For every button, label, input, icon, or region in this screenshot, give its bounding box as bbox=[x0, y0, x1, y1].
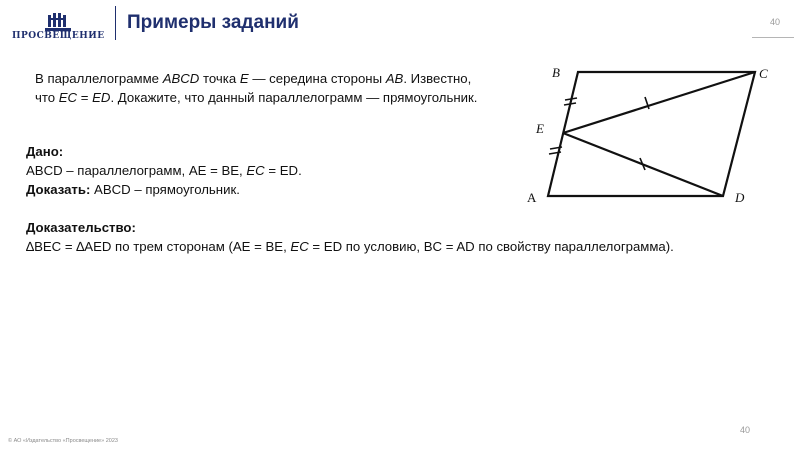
page-number-top: 40 bbox=[769, 17, 780, 27]
vertex-label-d: D bbox=[735, 190, 745, 205]
problem-ec: EC bbox=[58, 90, 78, 105]
prove-text: ABCD – прямоугольник. bbox=[90, 182, 240, 197]
problem-ab: AB bbox=[385, 71, 404, 86]
problem-text: точка bbox=[199, 71, 240, 86]
problem-text: В параллелограмме bbox=[35, 71, 163, 86]
prove-label: Доказать: bbox=[26, 182, 91, 197]
vertex-label-a: A bbox=[527, 190, 537, 205]
proof-ec: EC bbox=[290, 239, 309, 254]
problem-text: . Известно, bbox=[403, 71, 472, 86]
proof-text: = ED по условию, BC = AD по свойству параллелограмма). bbox=[308, 239, 674, 254]
parallelogram-outline bbox=[548, 72, 755, 196]
tick-be-1 bbox=[565, 98, 577, 100]
header-divider bbox=[115, 6, 116, 40]
problem-ed: ED bbox=[92, 90, 111, 105]
vertex-label-e: E bbox=[536, 121, 544, 136]
footer-copyright: © АО «Издательство «Просвещение» 2023 bbox=[8, 438, 118, 444]
given-ec: EC bbox=[246, 163, 265, 178]
segment-ec bbox=[563, 72, 755, 133]
proof-line bbox=[26, 237, 796, 256]
problem-text: что bbox=[35, 90, 59, 105]
proof-block bbox=[26, 218, 796, 256]
given-block bbox=[26, 142, 526, 199]
problem-text: . Докажите, что данный параллелограмм — прямоугольник. bbox=[110, 90, 478, 105]
problem-e: E bbox=[239, 71, 249, 86]
problem-text: — середина стороны bbox=[248, 71, 386, 86]
given-line bbox=[26, 161, 526, 180]
publisher-logo-icon bbox=[45, 12, 71, 32]
proof-heading: Доказательство: bbox=[26, 220, 136, 235]
given-heading: Дано: bbox=[26, 144, 64, 159]
given-text: ABCD – параллелограмм, AE = BE, bbox=[26, 163, 247, 178]
vertex-label-b: B bbox=[552, 65, 560, 80]
problem-abcd: ABCD bbox=[162, 71, 200, 86]
problem-statement bbox=[35, 69, 535, 107]
proof-text: ∆BEC = ∆AED по трем сторонам (AE = BE, bbox=[26, 239, 291, 254]
vertex-label-c: C bbox=[759, 66, 768, 81]
slide-title: Примеры заданий bbox=[127, 12, 299, 33]
given-text: = ED. bbox=[264, 163, 302, 178]
problem-text: = bbox=[77, 90, 93, 105]
publisher-logo-text: ПРОСВЕЩЕНИЕ bbox=[12, 31, 105, 41]
parallelogram-figure bbox=[515, 60, 785, 210]
header-rule bbox=[752, 37, 794, 38]
page-number-bottom: 40 bbox=[739, 425, 750, 435]
prove-line bbox=[26, 180, 526, 199]
tick-be-2 bbox=[564, 103, 576, 105]
